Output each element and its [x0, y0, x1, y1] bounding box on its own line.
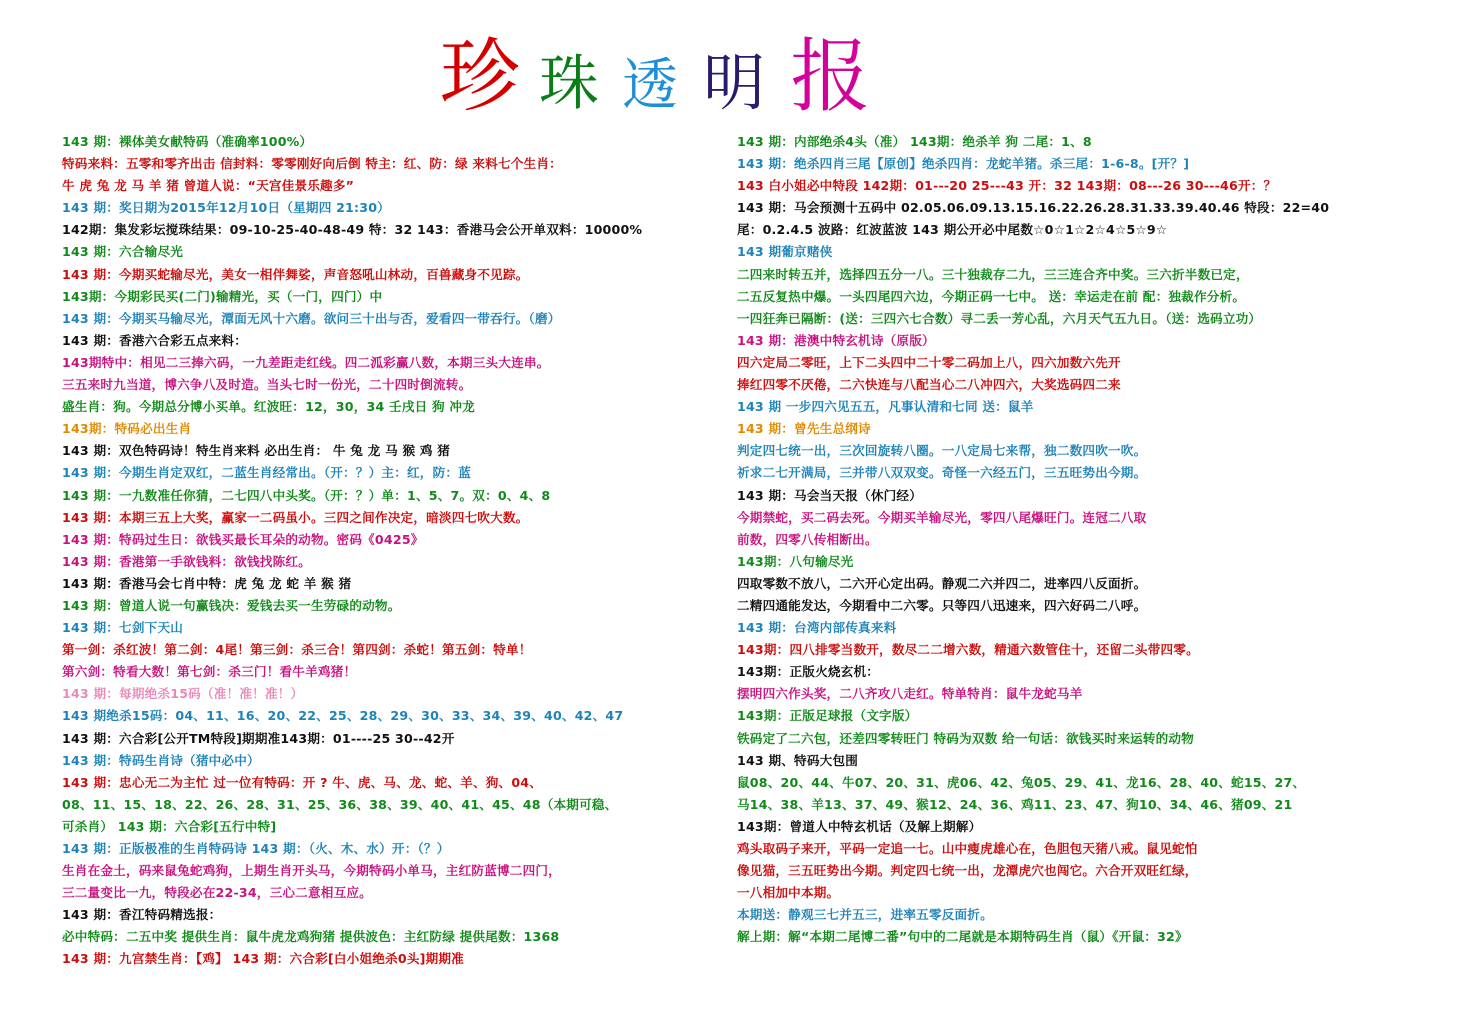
left-line: 143 期：七剑下天山	[62, 620, 184, 636]
left-line: 143 期：六合输尽光	[62, 244, 184, 260]
left-line: 143 期：今期买蛇输尽光，美女一相伴舞娑，声音怒吼山林动，百兽藏身不见踪。	[62, 266, 529, 282]
left-line: 143 期：特码过生日：欲钱买最长耳朵的动物。密码《0425》	[62, 531, 424, 547]
left-line: 143 期：今期买马输尽光，潭面无风十六磨。欲问三十出与否，爱看四一带吞行。（磨）	[62, 310, 561, 326]
right-line: 摆明四六作头奖，二八齐攻八走红。特单特肖：鼠牛龙蛇马羊	[737, 686, 1083, 702]
right-line: 判定四七统一出，三次回旋转八圈。一八定局七来帮，独二数四吹一吹。	[737, 443, 1147, 459]
left-line: 可杀肖） 143 期：六合彩[五行中特]	[62, 818, 277, 834]
right-line: 143 期、特码大包围	[737, 752, 859, 768]
right-line: 143 期葡京赌侠	[737, 244, 833, 260]
left-line: 143 期：六合彩[公开TM特段]期期准143期：01----25 30--42开	[62, 730, 455, 746]
title-char-3: 透	[621, 53, 678, 118]
right-line: 143 期：曾先生总纲诗	[737, 421, 871, 437]
left-line: 牛 虎 兔 龙 马 羊 猪 曾道人说：“天宫佳景乐趣多”	[62, 178, 355, 194]
left-line: 143 期绝杀15码：04、11、16、20、22、25、28、29、30、33、34、39、40、42、47	[62, 708, 624, 724]
left-line: 143 期：双色特码诗！特生肖来料 必出生肖： 牛 兔 龙 马 猴 鸡 猪	[62, 443, 450, 459]
right-line: 二四来时转五并，选择四五分一八。三十独裁存二九，三三连合齐中奖。三六折半数已定，	[737, 266, 1249, 282]
title-char-4: 明	[703, 46, 766, 119]
left-line: 143 期：每期绝杀15码（准！准！准！）	[62, 686, 304, 702]
title-char-5: 报	[790, 30, 871, 123]
right-line: 143期：曾道人中特玄机话（及解上期解）	[737, 818, 982, 834]
right-line: 捧红四零不厌倦，二六快连与八配当心二八冲四六，大奖选码四二来	[737, 377, 1121, 393]
right-line: 143 期：绝杀四肖三尾【原创】绝杀四肖：龙蛇羊猪。杀三尾：1-6-8。[开？]	[737, 156, 1190, 172]
right-line: 143期：四八排零当数开，数尽二二增六数，精通六数管住十，还留二头带四零。	[737, 642, 1199, 658]
right-line: 143 期：港澳中特玄机诗（原版）	[737, 332, 935, 348]
right-line: 143 期：马会当天报（休门经）	[737, 487, 922, 503]
right-line: 像见猫，三五旺势出今期。判定四七统一出，龙潭虎穴也闯它。六合开双旺红绿，	[737, 863, 1198, 879]
right-line: 马14、38、羊13、37、49、猴12、24、36、鸡11、23、47、狗10、34、46、猪09、21	[737, 796, 1293, 812]
left-line: 143 期：正版极准的生肖特码诗 143 期：（火、木、水）开：（？）	[62, 841, 450, 856]
left-line: 143 期：裸体美女献特码（准确率100%）	[62, 134, 313, 149]
right-line: 四六定局二零旺，上下二头四中二十零二码加上八，四六加数六先开	[737, 354, 1121, 370]
left-line: 必中特码：二五中奖 提供生肖：鼠牛虎龙鸡狗猪 提供波色：主红防绿 提供尾数：1368	[62, 929, 560, 945]
right-line: 二精四通能发达，今期看中二六零。只等四八迅速来，四六好码二八呼。	[737, 597, 1147, 613]
left-line: 三五来时九当道，博六争八及时造。当头七时一份光，二十四时倒流转。	[62, 377, 472, 393]
left-line: 盛生肖：狗。今期总分博小买单。红波旺：12，30，34 壬戌日 狗 冲龙	[62, 399, 475, 415]
right-line: 一四狂奔已隔断：(送：三四六七合数）寻二丢一芳心乱，六月天气五九日。（送：选码立功）	[737, 310, 1262, 326]
right-line: 143期：正版火烧玄机：	[737, 664, 880, 680]
left-line: 143 期：特码生肖诗（猪中必中）	[62, 752, 260, 768]
left-line: 08、11、15、18、22、26、28、31、25、36、38、39、40、41、45、48（本期可稳、	[62, 796, 618, 812]
right-line: 143期：正版足球报（文字版）	[737, 708, 918, 724]
left-line: 143 期：九宫禁生肖：【鸡】 143 期：六合彩[白小姐绝杀0头]期期准	[62, 951, 464, 967]
title-char-2: 珠	[538, 49, 599, 119]
right-line: 四取零数不放八，二六开心定出码。静观二六并四二，进率四八反面折。	[737, 575, 1147, 591]
left-line: 143 期：曾道人说一句赢钱决：爱钱去买一生劳碌的动物。	[62, 597, 401, 613]
left-line: 143 期：一九数准任你猜，二七四八中头奖。（开：？）单：1、5、7。双：0、4、8	[62, 487, 551, 503]
right-line: 143 期：马会预测十五码中 02.05.06.09.13.15.16.22.26.28.31.33.39.40.46 特段：22=40	[737, 200, 1330, 216]
left-line: 143 期：香港马会七肖中特：虎 兔 龙 蛇 羊 猴 猪	[62, 575, 352, 591]
left-column	[62, 131, 717, 971]
left-line: 143期：今期彩民买(二门)输精光，买（一门，四门）中	[62, 288, 383, 304]
right-line: 尾：0.2.4.5 波路：红波蓝波 143 期公开必中尾数☆0☆1☆2☆4☆5☆9☆	[737, 222, 1168, 238]
left-line: 三二量变比一九，特段必在22-34，三心二意相互应。	[62, 885, 372, 901]
right-line: 鸡头取码子来开，平码一定追一七。山中瘦虎雄心在，色胆包天猪八戒。鼠见蛇怕	[737, 841, 1198, 856]
right-line: 143 期 一步四六见五五，凡事认清和七同 送：鼠羊	[737, 399, 1034, 415]
right-line: 鼠08、20、44、牛07、20、31、虎06、42、兔05、29、41、龙16、28、40、蛇15、27、	[737, 774, 1306, 790]
right-line: 143 白小姐必中特段 142期：01---20 25---43 开：32 143期：08---26 30---46开：？	[737, 178, 1277, 194]
right-line: 143 期：内部绝杀4头（准） 143期：绝杀羊 狗 二尾：1、8	[737, 134, 1092, 149]
right-line: 二五反复热中爆。一头四尾四六边，今期正码一七中。 送：幸运走在前 配：独裁作分析。	[737, 288, 1246, 304]
left-line: 143 期：忠心无二为主忙 过一位有特码：开 ? 牛、虎、马、龙、蛇、羊、狗、04、	[62, 774, 543, 790]
left-line: 143 期：奖日期为2015年12月10日（星期四 21:30）	[62, 200, 390, 216]
left-line: 第一剑：杀红波！第二剑：4尾！第三剑：杀三合！第四剑：杀蛇！第五剑：特单！	[62, 642, 532, 658]
title-char-1: 珍	[439, 30, 520, 123]
page-title	[0, 32, 1310, 122]
left-line: 特码来料：五零和零齐出击 信封料：零零刚好向后倒 特主：红、防：绿 来料七个生肖：	[62, 156, 562, 172]
left-line: 143期：特码必出生肖	[62, 421, 192, 437]
right-line: 解上期：解“本期二尾博二番”句中的二尾就是本期特码生肖（鼠）《开鼠：32》	[737, 929, 1188, 945]
right-line: 一八相加中本期。	[737, 885, 840, 901]
left-line: 142期：集发彩坛搅珠结果：09-10-25-40-48-49 特：32 143：香港马会公开单双料：10000%	[62, 222, 643, 238]
left-line: 143 期：今期生肖定双红，二蓝生肖经常出。（开：？）主：红，防：蓝	[62, 465, 471, 481]
left-line: 143 期：香港六合彩五点来料：	[62, 332, 247, 348]
right-line: 今期禁蛇，买二码去死。今期买羊输尽光，零四八尾爆旺门。连冠二八取	[737, 509, 1147, 525]
right-line: 本期送：静观三七并五三，进率五零反面折。	[737, 907, 993, 923]
left-line: 143 期：香江特码精选报：	[62, 907, 222, 923]
right-line: 前数，四零八传相断出。	[737, 531, 878, 547]
left-line: 143期特中：相见二三捧六码，一九差距走红线。四二泒彩赢八数，本期三头大连串。	[62, 354, 550, 370]
right-line: 143期：八句输尽光	[737, 553, 854, 569]
left-line: 143 期：本期三五上大奖，赢家一二码虽小。三四之间作决定，暗淡四七吹大数。	[62, 509, 529, 525]
left-line: 143 期：香港第一手欲钱料：欲钱找陈红。	[62, 553, 311, 569]
right-line: 143 期：台湾内部传真来料	[737, 620, 897, 636]
left-line: 生肖在金土，码来鼠兔蛇鸡狗，上期生肖开头马，今期特码小单马，主红防蓝博二四门，	[62, 863, 561, 879]
right-line: 祈求二七开满局，三并带八双双变。奇怪一六经五门，三五旺势出今期。	[737, 465, 1147, 481]
right-line: 铁码定了二六包，还差四零转旺门 特码为双数 给一句话：欲钱买时来运转的动物	[737, 730, 1194, 746]
left-line: 第六剑：特看大数！第七剑：杀三门！看牛羊鸡猪！	[62, 664, 357, 680]
right-column	[737, 131, 1447, 948]
